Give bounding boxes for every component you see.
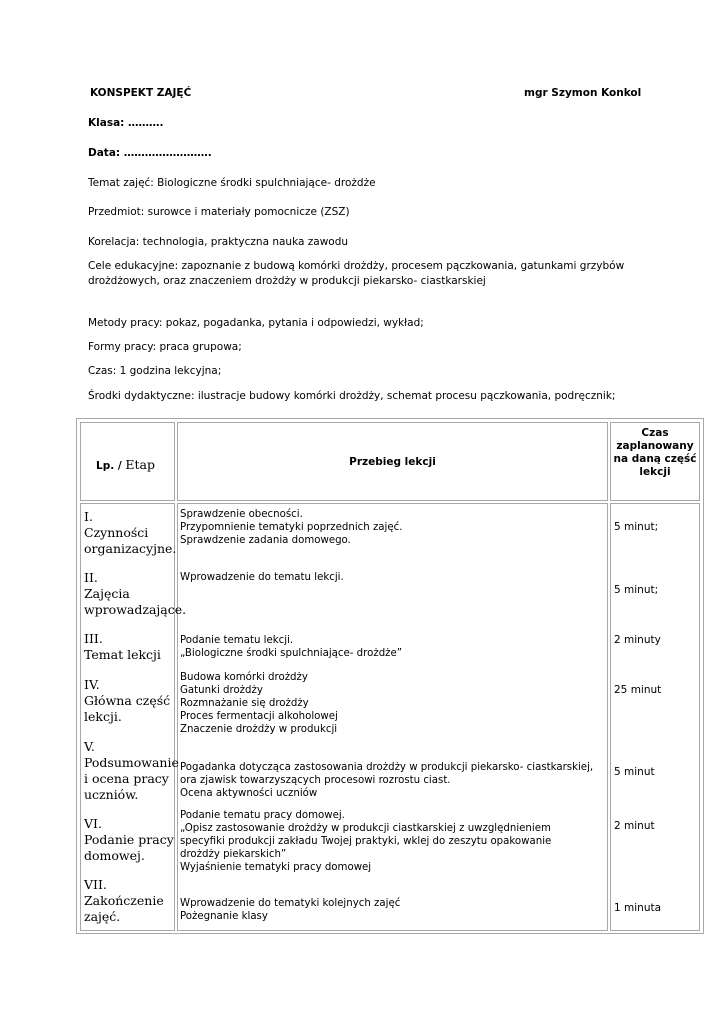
przebieg-line: Znaczenie drożdży w produkcji [180, 724, 338, 735]
przebieg-line: „Opisz zastosowanie drożdży w produkcji ciastkarskiej z uwzględnieniem [180, 823, 551, 834]
cele-line-1: Cele edukacyjne: zapoznanie z budową komórki drożdży, procesem pączkowania, gatunkami grzybów [88, 260, 625, 272]
przebieg-line: Sprawdzenie obecności. [180, 509, 303, 520]
stage-label: zajęć. [84, 909, 121, 924]
stage-5 [84, 739, 179, 803]
header-czas-line: zaplanowany [616, 440, 694, 452]
przebieg-line: Sprawdzenie zadania domowego. [180, 535, 351, 546]
stage-7 [84, 877, 164, 925]
stage-label: Główna część [84, 693, 171, 708]
stage-number: V. [84, 739, 95, 754]
data-field: Data: ……………………. [88, 147, 212, 159]
header-czas-line: Czas [641, 427, 669, 439]
stage-label: domowej. [84, 848, 145, 863]
przebieg-5 [180, 761, 593, 800]
stage-3 [84, 631, 161, 663]
przebieg-line: Wprowadzenie do tematu lekcji. [180, 572, 344, 583]
przebieg-3 [180, 634, 402, 660]
stage-number: III. [84, 631, 103, 646]
header-lp-etap [96, 456, 155, 474]
czas-7: 1 minuta [614, 902, 662, 914]
czas-4: 25 minut [614, 684, 662, 696]
body-cell-czas [610, 503, 700, 931]
header-przebieg-label: Przebieg lekcji [349, 456, 436, 468]
przebieg-line: Pogadanka dotycząca zastosowania drożdży w produkcji piekarsko- ciastkarskiej, [180, 762, 594, 773]
korelacja-line: Korelacja: technologia, praktyczna nauka zawodu [88, 236, 349, 248]
przebieg-line: Podanie tematu lekcji. [180, 635, 294, 646]
stage-label: Zajęcia [84, 586, 130, 601]
przebieg-4 [180, 671, 338, 736]
stage-1 [84, 509, 176, 557]
przebieg-line: specyfiki produkcji zakładu Twojej praktyki, wklej do zeszytu opakowanie [180, 836, 552, 847]
header-czas-label [610, 427, 700, 479]
klasa-field: Klasa: ………. [88, 117, 164, 129]
header-lp-label: Lp. / [96, 460, 126, 472]
stage-4 [84, 677, 170, 725]
przebieg-line: Przypomnienie tematyki poprzednich zajęć. [180, 522, 403, 533]
stage-2 [84, 570, 186, 618]
stage-number: II. [84, 570, 98, 585]
przebieg-line: „Biologiczne środki spulchniające- drożdże” [180, 648, 403, 659]
stage-label: lekcji. [84, 709, 122, 724]
przebieg-line: Gatunki drożdży [180, 685, 263, 696]
przedmiot-line: Przedmiot: surowce i materiały pomocnicze (ZSZ) [88, 206, 350, 218]
author-name: mgr Szymon Konkol [524, 87, 642, 99]
przebieg-line: Budowa komórki drożdży [180, 672, 308, 683]
przebieg-line: ora zjawisk towarzyszących procesowi rozrostu ciast. [180, 775, 451, 786]
metody-line: Metody pracy: pokaz, pogadanka, pytania i odpowiedzi, wykład; [88, 317, 424, 329]
stage-label: wprowadzające. [84, 602, 187, 617]
przebieg-7 [180, 897, 400, 923]
stage-label: Temat lekcji [84, 647, 161, 662]
stage-label: uczniów. [84, 787, 139, 802]
czas-2: 5 minut; [614, 584, 659, 596]
przebieg-line: Proces fermentacji alkoholowej [180, 711, 338, 722]
stage-number: VII. [84, 877, 107, 892]
przebieg-2 [180, 571, 344, 584]
stage-label: Czynności [84, 525, 149, 540]
stage-number: VI. [84, 816, 102, 831]
stage-label: organizacyjne. [84, 541, 177, 556]
stage-number: I. [84, 509, 93, 524]
przebieg-line: Rozmnażanie się drożdży [180, 698, 309, 709]
czas-3: 2 minuty [614, 634, 661, 646]
stage-label: Zakończenie [84, 893, 164, 908]
czas-1: 5 minut; [614, 521, 659, 533]
document-title: KONSPEKT ZAJĘĆ [90, 87, 192, 99]
przebieg-line: drożdży piekarskich” [180, 849, 287, 860]
przebieg-6 [180, 809, 551, 874]
srodki-line: Środki dydaktyczne: ilustracje budowy komórki drożdży, schemat procesu pączkowania, podręcznik; [88, 390, 616, 402]
header-czas-line: lekcji [639, 466, 671, 478]
przebieg-line: Wprowadzenie do tematyki kolejnych zajęć [180, 898, 401, 909]
stage-label: Podsumowanie [84, 755, 179, 770]
header-czas-line: na daną część [613, 453, 697, 465]
header-etap-label: Etap [125, 457, 155, 472]
cele-line-2: drożdżowych, oraz znaczeniem drożdży w produkcji piekarsko- ciastkarskiej [88, 275, 486, 287]
czas-6: 2 minut [614, 820, 655, 832]
temat-line: Temat zajęć: Biologiczne środki spulchniające- drożdże [88, 177, 376, 189]
czas-line: Czas: 1 godzina lekcyjna; [88, 365, 222, 377]
stage-6 [84, 816, 174, 864]
stage-label: Podanie pracy [84, 832, 174, 847]
stage-label: i ocena pracy [84, 771, 169, 786]
przebieg-line: Wyjaśnienie tematyki pracy domowej [180, 862, 372, 873]
przebieg-1 [180, 508, 402, 547]
stage-number: IV. [84, 677, 100, 692]
przebieg-line: Pożegnanie klasy [180, 911, 268, 922]
przebieg-line: Podanie tematu pracy domowej. [180, 810, 345, 821]
formy-line: Formy pracy: praca grupowa; [88, 341, 242, 353]
czas-5: 5 minut [614, 766, 655, 778]
przebieg-line: Ocena aktywności uczniów [180, 788, 318, 799]
